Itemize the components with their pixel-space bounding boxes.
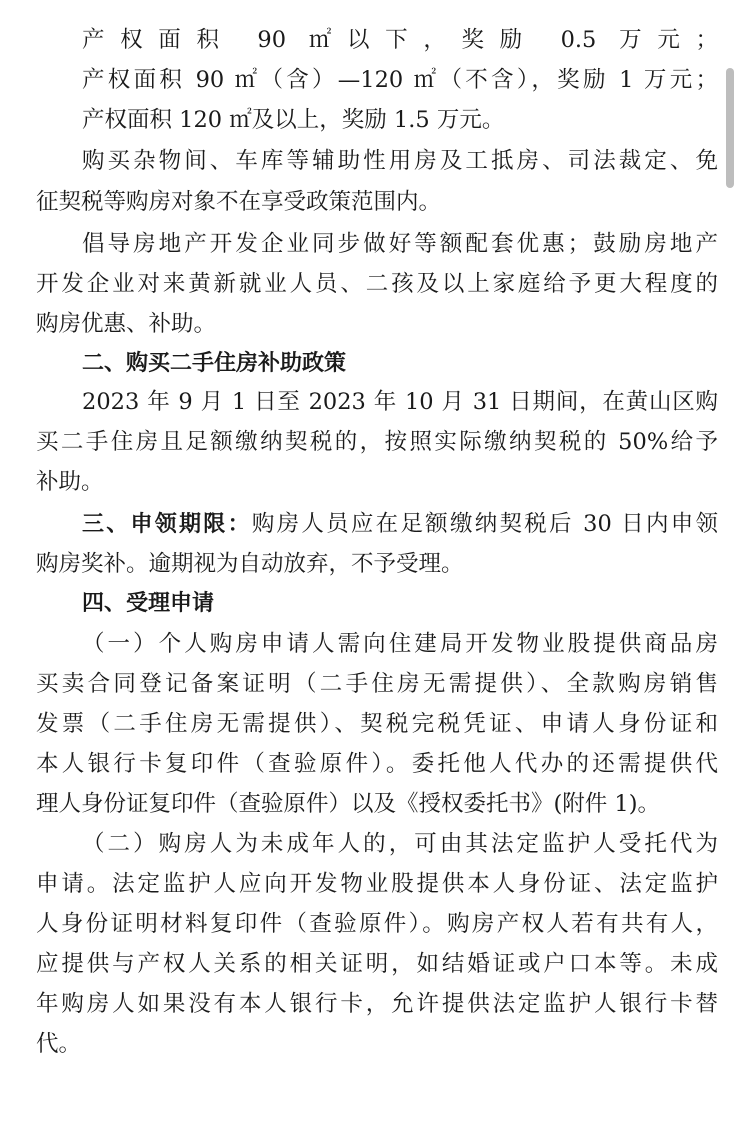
text-line: 发票（二手住房无需提供）、契税完税凭证、申请人身份证和 [36,711,718,737]
text-line: 2023 年 9 月 1 日至 2023 年 10 月 31 日期间，在黄山区购 [82,389,718,415]
text-line: 年购房人如果没有本人银行卡，允许提供法定监护人银行卡替 [36,991,718,1017]
text-line: 产权面积 90 ㎡（含）—120 ㎡（不含），奖励 1 万元； [82,67,718,93]
text-line: 人身份证明材料复印件（查验原件）。购房产权人若有共有人， [36,911,718,937]
text-line: （一）个人购房申请人需向住建局开发物业股提供商品房 [82,631,718,657]
section-heading-inline: 三、申领期限： [82,512,252,537]
section-heading: 四、受理申请 [82,591,215,616]
text-line: （二）购房人为未成年人的，可由其法定监护人受托代为 [82,831,718,857]
text-line: 购房奖补。逾期视为自动放弃，不予受理。 [36,551,464,577]
text-line: 产权面积 90 ㎡以下，奖励 0.5 万元； [82,27,718,53]
text-line: 征契税等购房对象不在享受政策范围内。 [36,189,442,215]
section-heading: 二、购买二手住房补助政策 [82,351,347,376]
text-line: 开发企业对来黄新就业人员、二孩及以上家庭给予更大程度的 [36,271,718,297]
text-line: 购买杂物间、车库等辅助性用房及工抵房、司法裁定、免 [82,148,718,174]
text-line [0,502,740,546]
text-span: 购房人员应在足额缴纳契税后 30 日内申领 [251,511,718,537]
text-line: 购房优惠、补助。 [36,311,217,337]
text-line: 买卖合同登记备案证明（二手住房无需提供）、全款购房销售 [36,671,718,697]
text-line: 买二手住房且足额缴纳契税的，按照实际缴纳契税的 50%给予 [36,429,718,455]
text-line: 倡导房地产开发企业同步做好等额配套优惠；鼓励房地产 [82,231,718,257]
text-line: 应提供与产权人关系的相关证明，如结婚证或户口本等。未成 [36,951,718,977]
text-line: 产权面积 120 ㎡及以上，奖励 1.5 万元。 [82,107,505,133]
scrollbar-thumb[interactable] [726,68,734,188]
text-line: 本人银行卡复印件（查验原件）。委托他人代办的还需提供代 [36,751,718,777]
text-line: 补助。 [36,469,104,495]
text-line: 代。 [36,1031,82,1057]
text-line: 理人身份证复印件（查验原件）以及《授权委托书》(附件 1)。 [36,791,661,817]
text-line: 申请。法定监护人应向开发物业股提供本人身份证、法定监护 [36,871,718,897]
